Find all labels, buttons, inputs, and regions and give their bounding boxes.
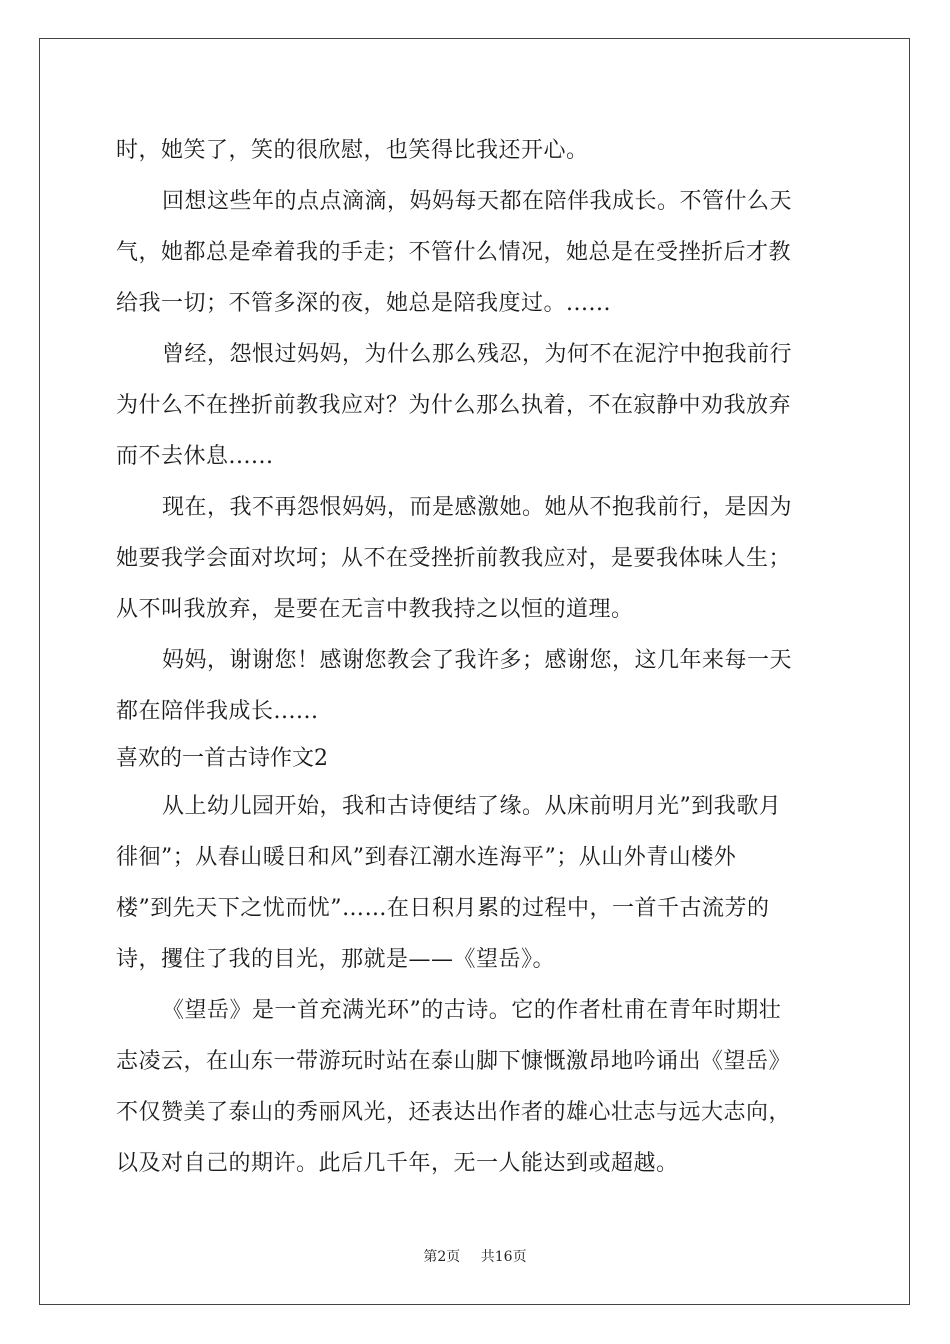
text-line: 不仅赞美了泰山的秀丽风光，还表达出作者的雄心壮志与远大志向， [116, 1100, 792, 1125]
paragraph [116, 176, 838, 329]
text-line: 为什么不在挫折前教我应对？为什么那么执着，不在寂静中劝我放弃 [116, 393, 792, 418]
text-line: 《望岳》是一首充满光环”的古诗。它的作者杜甫在青年时期壮 [162, 998, 782, 1023]
text-line: 回想这些年的点点滴滴，妈妈每天都在陪伴我成长。不管什么天 [162, 189, 793, 214]
paragraph [116, 482, 838, 635]
text-line: 从上幼儿园开始，我和古诗便结了缘。从床前明月光”到我歌月 [162, 794, 782, 819]
document-body [116, 125, 838, 1189]
text-line: 给我一切；不管多深的夜，她总是陪我度过。...... [116, 291, 611, 316]
text-line: 诗，攫住了我的目光，那就是——《望岳》。 [116, 947, 556, 972]
page-total: 共16页 [480, 1249, 527, 1265]
text-line: 时，她笑了，笑的很欣慰，也笑得比我还开心。 [116, 138, 589, 163]
text-line: 徘徊”；从春山暖日和风”到春江潮水连海平”；从山外青山楼外 [116, 845, 737, 870]
text-line: 以及对自己的期许。此后几千年，无一人能达到或超越。 [116, 1151, 679, 1176]
text-line: 她要我学会面对坎坷；从不在受挫折前教我应对，是要我体味人生； [116, 546, 792, 571]
text-line: 曾经，怨恨过妈妈，为什么那么残忍，为何不在泥泞中抱我前行 [162, 342, 793, 367]
text-line: 楼”到先天下之忧而忧”……在日积月累的过程中，一首千古流芳的 [116, 896, 770, 921]
paragraph [116, 635, 838, 737]
section-heading: 喜欢的一首古诗作文2 [116, 746, 328, 771]
text-line: 妈妈，谢谢您！感谢您教会了我许多；感谢您，这几年来每一天 [162, 648, 793, 673]
text-line: 现在，我不再怨恨妈妈，而是感激她。她从不抱我前行，是因为 [162, 495, 793, 520]
paragraph [116, 781, 838, 985]
paragraph [116, 125, 838, 176]
page-footer [0, 1246, 950, 1266]
paragraph [116, 329, 838, 482]
text-line: 志凌云，在山东一带游玩时站在泰山脚下慷慨激昂地吟诵出《望岳》 [116, 1049, 792, 1074]
text-line: 都在陪伴我成长...... [116, 699, 319, 724]
page-number: 第2页 [423, 1249, 461, 1265]
paragraph [116, 985, 838, 1189]
text-line: 从不叫我放弃，是要在无言中教我持之以恒的道理。 [116, 597, 634, 622]
text-line: 气，她都总是牵着我的手走；不管什么情况，她总是在受挫折后才教 [116, 240, 792, 265]
text-line: 而不去休息...... [116, 444, 274, 469]
